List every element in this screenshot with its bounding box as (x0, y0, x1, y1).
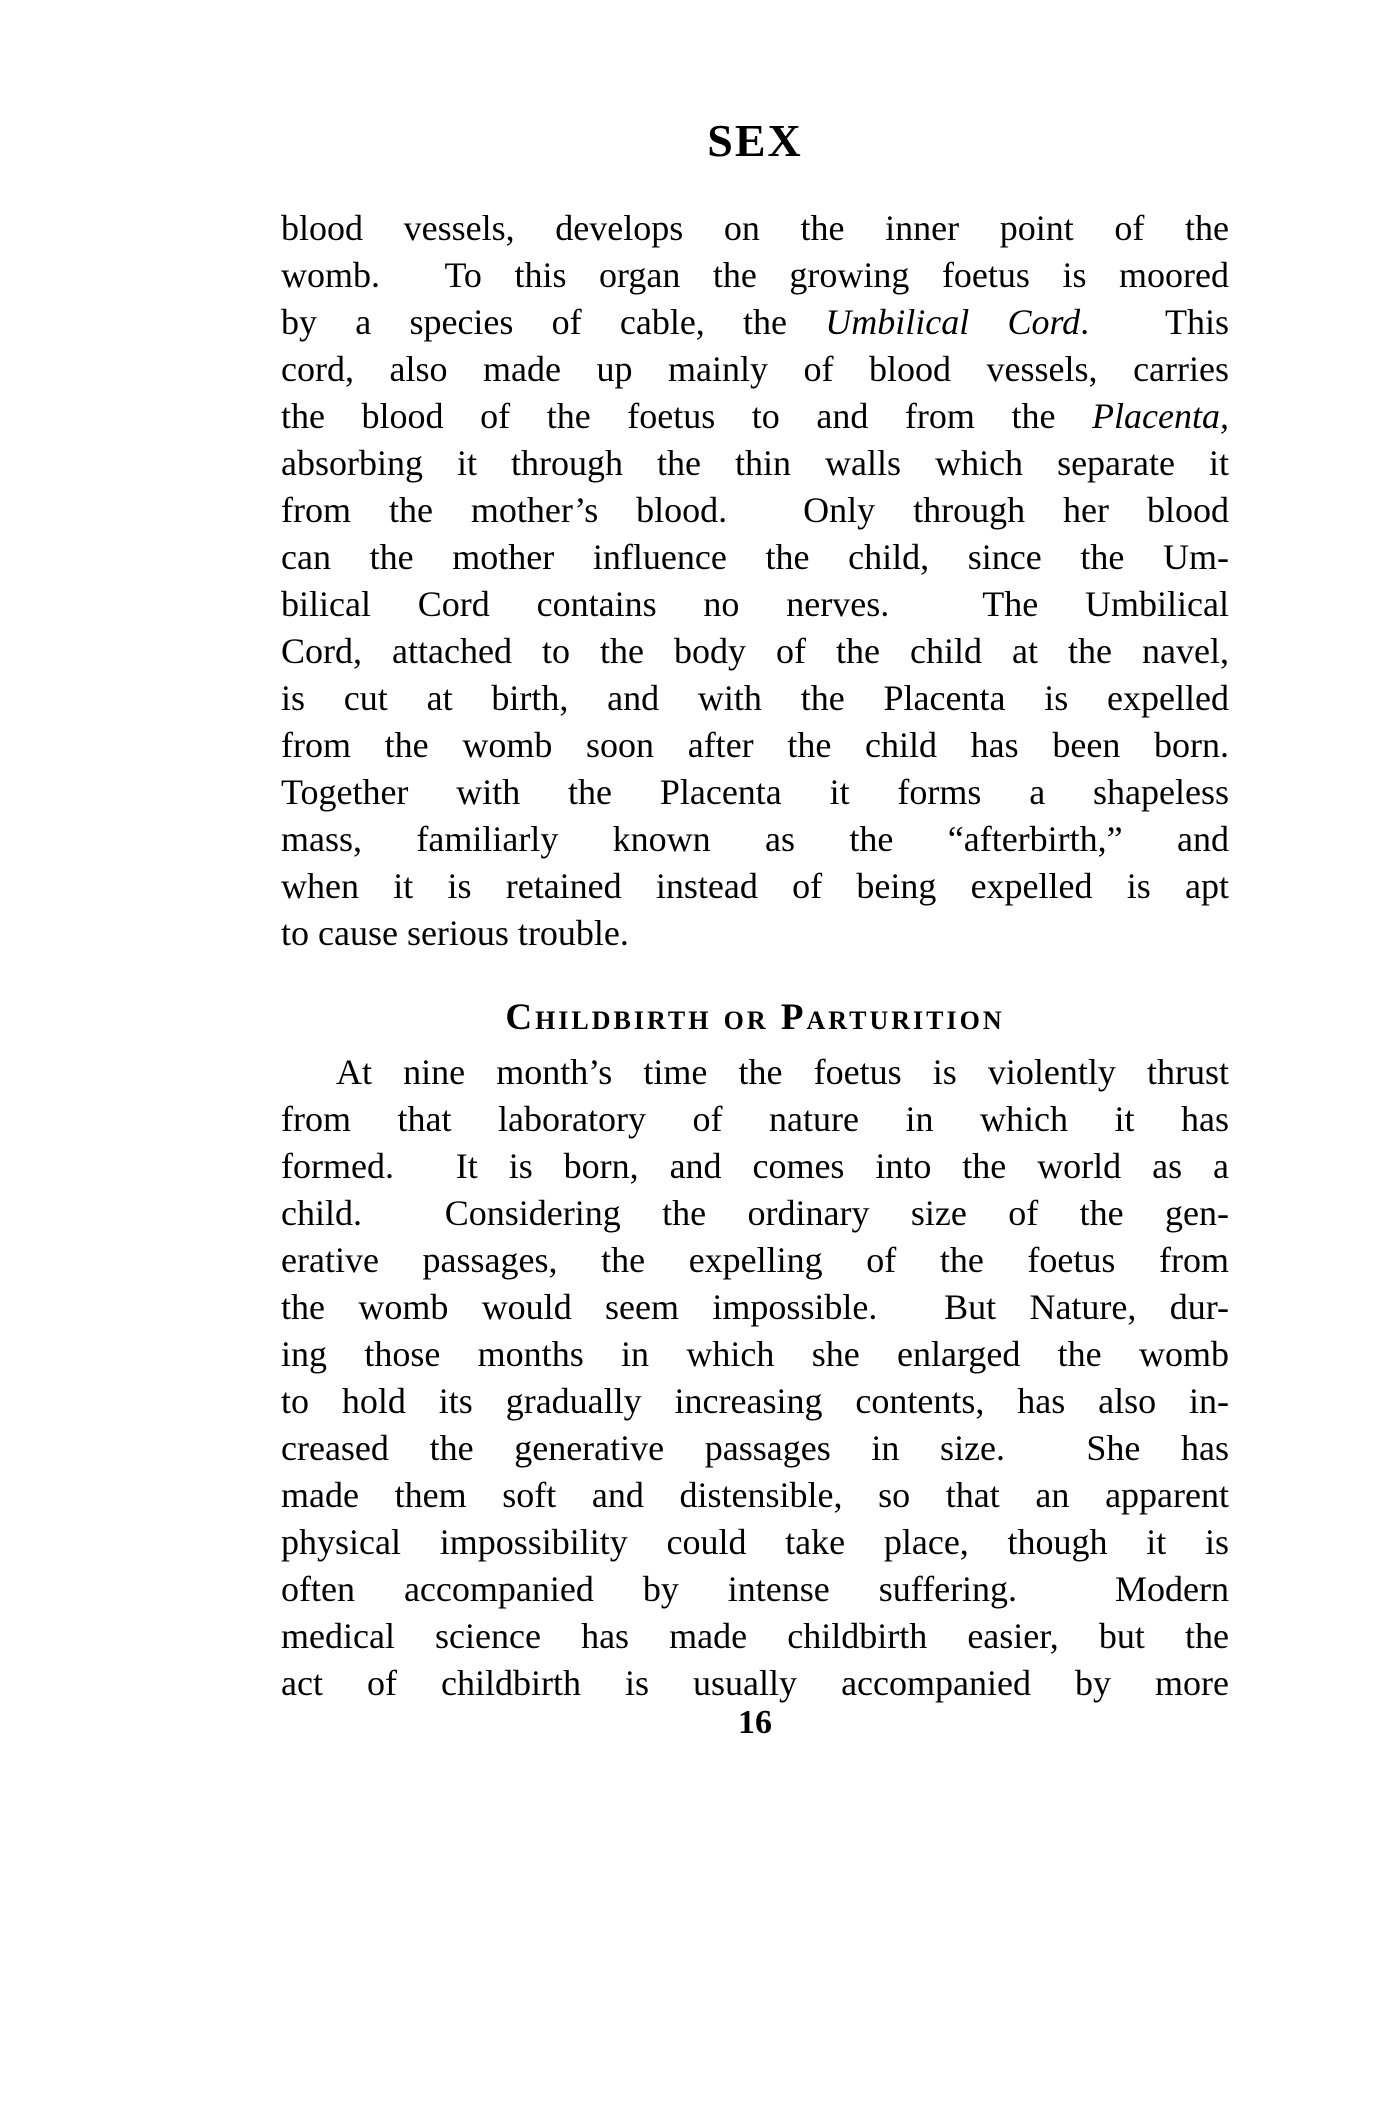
text-line (281, 1566, 1229, 1613)
text-segment: often accompanied by intense suffering. Modern (281, 1569, 1229, 1609)
text-line (281, 440, 1229, 487)
text-line (281, 1237, 1229, 1284)
text-line (281, 1613, 1229, 1660)
section-heading: Childbirth or Parturition (505, 997, 1005, 1038)
text-segment: blood vessels, develops on the inner point of the (281, 208, 1229, 248)
text-segment: is cut at birth, and with the Placenta is expelled (281, 678, 1229, 718)
text-line (281, 1284, 1229, 1331)
text-segment: cord, also made up mainly of blood vessels, carries (281, 349, 1229, 389)
text-segment: by a species of cable, the (281, 302, 826, 342)
text-line (281, 769, 1229, 816)
text-segment: child. Considering the ordinary size of the gen- (281, 1193, 1229, 1233)
body-paragraph-1 (281, 205, 1229, 957)
text-segment: absorbing it through the thin walls which separate it (281, 443, 1229, 483)
text-line (281, 487, 1229, 534)
text-line (281, 863, 1229, 910)
text-line (281, 816, 1229, 863)
text-line (281, 1331, 1229, 1378)
text-line (281, 1378, 1229, 1425)
text-segment: bilical Cord contains no nerves. The Umbilical (281, 584, 1229, 624)
page-title: SEX (707, 115, 803, 166)
text-segment: Together with the Placenta it forms a shapeless (281, 772, 1229, 812)
text-segment: erative passages, the expelling of the foetus from (281, 1240, 1229, 1280)
italic-text-segment: Umbilical Cord (825, 302, 1081, 342)
text-segment: to cause serious trouble. (281, 913, 629, 953)
text-line (281, 1049, 1229, 1096)
text-segment: . This (1080, 302, 1229, 342)
text-segment: act of childbirth is usually accompanied by more (281, 1663, 1229, 1703)
text-line (281, 628, 1229, 675)
text-line (281, 722, 1229, 769)
text-line (281, 910, 1229, 957)
text-segment: the womb would seem impossible. But Nature, dur- (281, 1287, 1229, 1327)
text-segment: from the womb soon after the child has been born. (281, 725, 1229, 765)
text-segment: ing those months in which she enlarged the womb (281, 1334, 1229, 1374)
text-line (281, 252, 1229, 299)
text-segment: medical science has made childbirth easier, but the (281, 1616, 1229, 1656)
text-segment: Cord, attached to the body of the child at the navel, (281, 631, 1229, 671)
text-line (281, 534, 1229, 581)
text-segment: physical impossibility could take place, though it is (281, 1522, 1229, 1562)
text-line (281, 581, 1229, 628)
text-line (281, 1472, 1229, 1519)
text-segment: mass, familiarly known as the “afterbirth,” and (281, 819, 1229, 859)
text-segment: can the mother influence the child, since the Um- (281, 537, 1229, 577)
text-line (281, 1143, 1229, 1190)
text-segment: when it is retained instead of being expelled is apt (281, 866, 1229, 906)
text-segment: from the mother’s blood. Only through her blood (281, 490, 1229, 530)
italic-text-segment: Placenta, (1092, 396, 1229, 436)
text-segment: womb. To this organ the growing foetus is moored (281, 255, 1229, 295)
text-segment: to hold its gradually increasing contents, has also in- (281, 1381, 1229, 1421)
text-line (281, 1096, 1229, 1143)
text-segment: At nine month’s time the foetus is violently thrust (336, 1052, 1229, 1092)
text-segment: from that laboratory of nature in which it has (281, 1099, 1229, 1139)
text-line (281, 299, 1229, 346)
text-line (281, 1190, 1229, 1237)
text-line (281, 393, 1229, 440)
text-line (281, 1425, 1229, 1472)
text-line (281, 675, 1229, 722)
text-line (281, 1660, 1229, 1707)
text-segment: made them soft and distensible, so that an apparent (281, 1475, 1229, 1515)
text-line (281, 346, 1229, 393)
text-segment: the blood of the foetus to and from the (281, 396, 1093, 436)
text-segment: formed. It is born, and comes into the world as a (281, 1146, 1229, 1186)
text-line (281, 205, 1229, 252)
body-paragraph-2 (281, 1049, 1229, 1707)
page-number: 16 (738, 1704, 772, 1741)
text-line (281, 1519, 1229, 1566)
text-segment: creased the generative passages in size. She has (281, 1428, 1229, 1468)
